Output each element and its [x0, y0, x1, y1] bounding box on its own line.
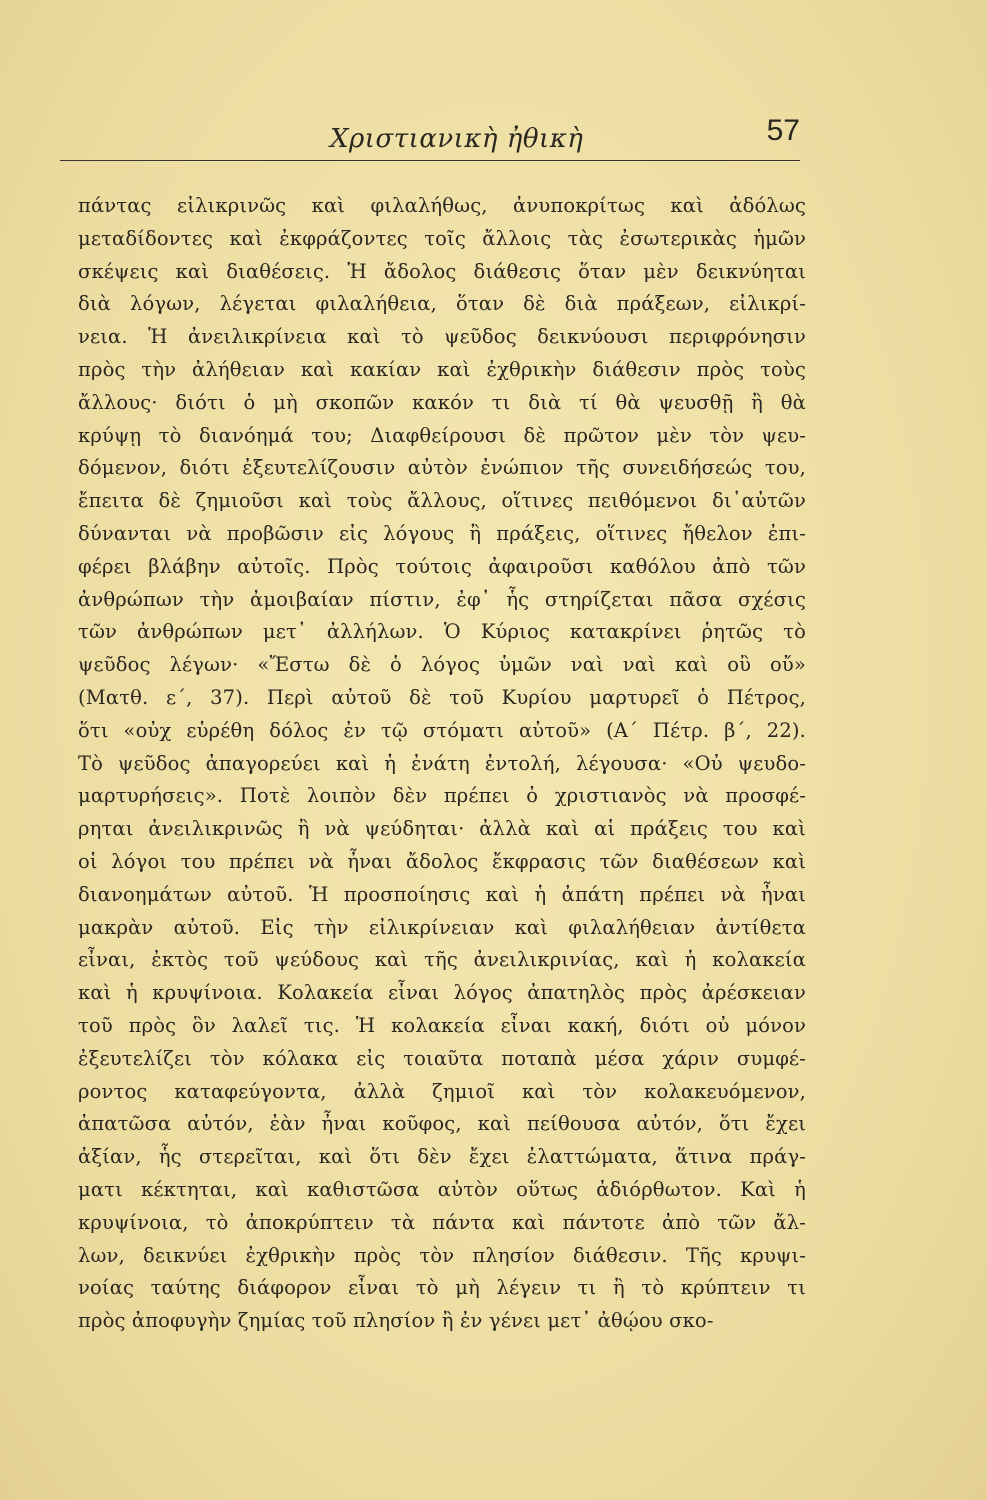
- text-line: μεταδίδοντες καὶ ἐκφράζοντες τοῖς ἄλλοις τὰς ἐσωτερικὰς ἡμῶν: [78, 226, 806, 250]
- text-line: διὰ λόγων, λέγεται φιλαλήθεια, ὅταν δὲ διὰ πράξεων, εἰλικρί-: [78, 292, 806, 316]
- text-line: Τὸ ψεῦδος ἀπαγορεύει καὶ ἡ ἐνάτη ἐντολή, λέγουσα· «Οὐ ψευδο-: [78, 751, 806, 775]
- text-line: νοίας ταύτης διάφορον εἶναι τὸ μὴ λέγειν τι ἢ τὸ κρύπτειν τι: [78, 1276, 806, 1300]
- text-line: ψεῦδος λέγων· «Ἔστω δὲ ὁ λόγος ὑμῶν ναὶ ναὶ καὶ οὒ οὔ»: [78, 653, 806, 677]
- text-line: μακρὰν αὐτοῦ. Εἰς τὴν εἰλικρίνειαν καὶ φιλαλήθειαν ἀντίθετα: [78, 915, 806, 939]
- text-line: ἄλλους· διότι ὁ μὴ σκοπῶν κακόν τι διὰ τί θὰ ψευσθῇ ἢ θὰ: [78, 390, 806, 414]
- page-number: 57: [766, 114, 800, 147]
- text-line: σκέψεις καὶ διαθέσεις. Ἡ ἄδολος διάθεσις ὅταν μὲν δεικνύηται: [78, 259, 806, 283]
- body-text: [78, 190, 806, 1338]
- text-line: (Ματθ. ε΄, 37). Περὶ αὐτοῦ δὲ τοῦ Κυρίου μαρτυρεῖ ὁ Πέτρος,: [78, 685, 806, 709]
- page-header: [60, 110, 800, 170]
- text-line: ρηται ἀνειλικρινῶς ἢ νὰ ψεύδηται· ἀλλὰ καὶ αἱ πράξεις του καὶ: [78, 817, 806, 841]
- text-line: πρὸς τὴν ἀλήθειαν καὶ κακίαν καὶ ἐχθρικὴν διάθεσιν πρὸς τοὺς: [78, 357, 806, 381]
- text-line: λων, δεικνύει ἐχθρικὴν πρὸς τὸν πλησίον διάθεσιν. Τῆς κρυψι-: [78, 1243, 806, 1267]
- text-line: ἀξίαν, ἧς στερεῖται, καὶ ὅτι δὲν ἔχει ἐλαττώματα, ἅτινα πράγ-: [78, 1145, 806, 1169]
- text-line: κρυψίνοια, τὸ ἀποκρύπτειν τὰ πάντα καὶ πάντοτε ἀπὸ τῶν ἄλ-: [78, 1210, 806, 1234]
- text-line: φέρει βλάβην αὐτοῖς. Πρὸς τούτοις ἀφαιροῦσι καθόλου ἀπὸ τῶν: [78, 554, 806, 578]
- text-line: καὶ ἡ κρυψίνοια. Κολακεία εἶναι λόγος ἀπατηλὸς πρὸς ἀρέσκειαν: [78, 981, 806, 1005]
- text-line: τοῦ πρὸς ὃν λαλεῖ τις. Ἡ κολακεία εἶναι κακή, διότι οὐ μόνον: [78, 1013, 806, 1037]
- text-line: δύνανται νὰ προβῶσιν εἰς λόγους ἢ πράξεις, οἵτινες ἤθελον ἐπι-: [78, 521, 806, 545]
- text-line: ροντος καταφεύγοντα, ἀλλὰ ζημιοῖ καὶ τὸν κολακευόμενον,: [78, 1079, 806, 1103]
- text-line: νεια. Ἡ ἀνειλικρίνεια καὶ τὸ ψεῦδος δεικνύουσι περιφρόνησιν: [78, 325, 806, 349]
- text-line: τῶν ἀνθρώπων μετ᾽ ἀλλήλων. Ὁ Κύριος κατακρίνει ῥητῶς τὸ: [78, 620, 806, 644]
- text-line: πρὸς ἀποφυγὴν ζημίας τοῦ πλησίον ἢ ἐν γένει μετ᾽ ἀθῴου σκο-: [78, 1309, 714, 1333]
- text-line: κρύψῃ τὸ διανόημά του; Διαφθείρουσι δὲ πρῶτον μὲν τὸν ψευ-: [78, 423, 806, 447]
- text-line: μαρτυρήσεις». Ποτὲ λοιπὸν δὲν πρέπει ὁ χριστιανὸς νὰ προσφέ-: [78, 784, 806, 808]
- text-line: ἔπειτα δὲ ζημιοῦσι καὶ τοὺς ἄλλους, οἵτινες πειθόμενοι δι᾽αὐτῶν: [78, 489, 806, 513]
- text-line: ὅτι «οὐχ εὑρέθη δόλος ἐν τῷ στόματι αὐτοῦ» (Α΄ Πέτρ. β΄, 22).: [78, 718, 806, 742]
- text-line: ἐξευτελίζει τὸν κόλακα εἰς τοιαῦτα ποταπὰ μέσα χάριν συμφέ-: [78, 1046, 806, 1070]
- text-line: ἀπατῶσα αὐτόν, ἐὰν ἦναι κοῦφος, καὶ πείθουσα αὐτόν, ὅτι ἔχει: [78, 1112, 806, 1136]
- text-line: διανοημάτων αὐτοῦ. Ἡ προσποίησις καὶ ἡ ἀπάτη πρέπει νὰ ἦναι: [78, 882, 806, 906]
- text-line: οἱ λόγοι του πρέπει νὰ ἦναι ἄδολος ἔκφρασις τῶν διαθέσεων καὶ: [78, 849, 806, 873]
- text-line: δόμενον, διότι ἐξευτελίζουσιν αὐτὸν ἐνώπιον τῆς συνειδήσεώς του,: [78, 456, 806, 480]
- text-line: εἶναι, ἐκτὸς τοῦ ψεύδους καὶ τῆς ἀνειλικρινίας, καὶ ἡ κολακεία: [78, 948, 806, 972]
- text-line: ἀνθρώπων τὴν ἀμοιβαίαν πίστιν, ἐφ᾽ ἧς στηρίζεται πᾶσα σχέσις: [78, 587, 806, 611]
- header-rule: [60, 160, 800, 161]
- text-line: πάντας εἰλικρινῶς καὶ φιλαλήθως, ἀνυποκρίτως καὶ ἀδόλως: [78, 194, 806, 217]
- running-title: Χριστιανικὴ ἠθικὴ: [330, 124, 584, 154]
- text-line: ματι κέκτηται, καὶ καθιστῶσα αὐτὸν οὕτως ἀδιόρθωτον. Καὶ ἡ: [78, 1177, 806, 1201]
